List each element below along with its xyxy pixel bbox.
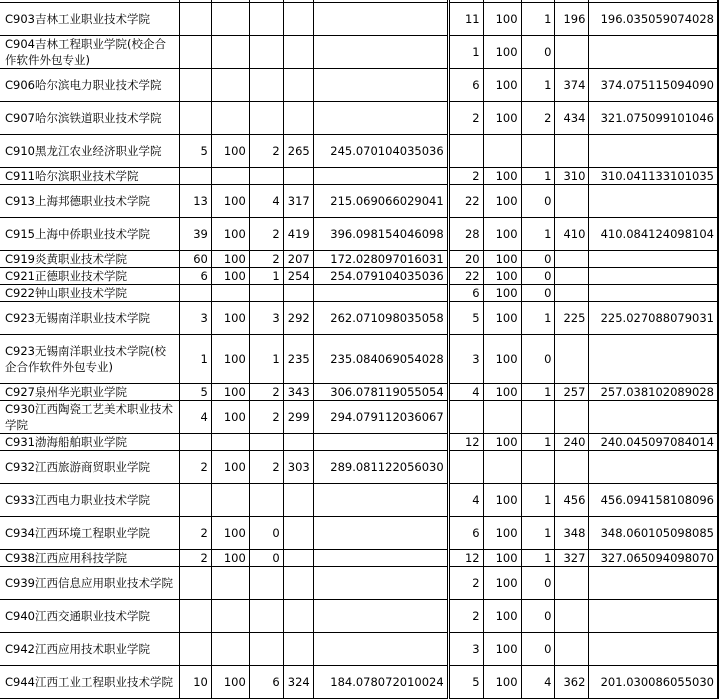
plan2-count-cell: 2 xyxy=(448,567,483,600)
table-row xyxy=(0,666,718,699)
min-score-cell: 289.081122056030 xyxy=(313,451,448,484)
plan-count-cell xyxy=(179,633,211,666)
min2-score-cell: 240.045097084014 xyxy=(589,434,718,451)
school-name-cell: C931渤海船舶职业学院 xyxy=(0,434,179,451)
max-score-cell xyxy=(283,600,313,633)
max2-score-cell xyxy=(555,567,589,600)
min2-score-cell xyxy=(589,335,718,384)
plan-pct-cell: 100 xyxy=(211,302,249,335)
admit2-count-cell: 1 xyxy=(521,69,555,102)
max2-score-cell: 240 xyxy=(555,434,589,451)
admit-count-cell: 2 xyxy=(249,218,283,251)
plan-pct-cell xyxy=(211,102,249,135)
plan2-pct-cell xyxy=(483,451,521,484)
min-score-cell: 254.079104035036 xyxy=(313,268,448,285)
school-name-cell: C910黑龙江农业经济职业学院 xyxy=(0,135,179,168)
admit-count-cell: 2 xyxy=(249,135,283,168)
min2-score-cell xyxy=(589,251,718,268)
max-score-cell xyxy=(283,36,313,69)
admit2-count-cell: 0 xyxy=(521,633,555,666)
plan-pct-cell: 100 xyxy=(211,268,249,285)
plan2-count-cell: 3 xyxy=(448,335,483,384)
school-name-cell: C922钟山职业技术学院 xyxy=(0,285,179,302)
plan2-pct-cell: 100 xyxy=(483,185,521,218)
max-score-cell xyxy=(283,567,313,600)
max2-score-cell xyxy=(555,251,589,268)
admit2-count-cell: 0 xyxy=(521,251,555,268)
plan2-pct-cell: 100 xyxy=(483,600,521,633)
min2-score-cell xyxy=(589,401,718,434)
plan-pct-cell xyxy=(211,633,249,666)
max-score-cell xyxy=(283,285,313,302)
plan2-count-cell xyxy=(448,135,483,168)
plan-count-cell: 6 xyxy=(179,268,211,285)
school-name-cell: C932江西旅游商贸职业学院 xyxy=(0,451,179,484)
max-score-cell: 235 xyxy=(283,335,313,384)
table-row xyxy=(0,401,718,434)
plan-count-cell: 2 xyxy=(179,550,211,567)
min2-score-cell: 321.075099101046 xyxy=(589,102,718,135)
max2-score-cell: 410 xyxy=(555,218,589,251)
admit2-count-cell: 1 xyxy=(521,218,555,251)
admit-count-cell: 0 xyxy=(249,550,283,567)
table-row xyxy=(0,36,718,69)
plan2-count-cell xyxy=(448,451,483,484)
school-name-cell: C921正德职业技术学院 xyxy=(0,268,179,285)
plan2-count-cell: 2 xyxy=(448,168,483,185)
max-score-cell: 254 xyxy=(283,268,313,285)
plan2-count-cell: 5 xyxy=(448,302,483,335)
school-name-cell: C942江西应用技术职业学院 xyxy=(0,633,179,666)
plan2-count-cell: 20 xyxy=(448,251,483,268)
max-score-cell xyxy=(283,168,313,185)
admit2-count-cell: 1 xyxy=(521,168,555,185)
plan-pct-cell: 100 xyxy=(211,185,249,218)
max-score-cell: 292 xyxy=(283,302,313,335)
school-name-cell: C915上海中侨职业技术学院 xyxy=(0,218,179,251)
min-score-cell: 396.098154046098 xyxy=(313,218,448,251)
school-name-cell: C923无锡南洋职业技术学院(校企合作软件外包专业) xyxy=(0,335,179,384)
plan-pct-cell: 100 xyxy=(211,451,249,484)
plan-count-cell: 13 xyxy=(179,185,211,218)
admit2-count-cell: 1 xyxy=(521,517,555,550)
min2-score-cell: 225.027088079031 xyxy=(589,302,718,335)
admit-count-cell: 6 xyxy=(249,666,283,699)
max-score-cell xyxy=(283,517,313,550)
min-score-cell xyxy=(313,484,448,517)
min-score-cell: 245.070104035036 xyxy=(313,135,448,168)
min-score-cell xyxy=(313,517,448,550)
min-score-cell: 262.071098035058 xyxy=(313,302,448,335)
plan-count-cell xyxy=(179,168,211,185)
school-name-cell: C938江西应用科技学院 xyxy=(0,550,179,567)
admit2-count-cell: 0 xyxy=(521,185,555,218)
plan-pct-cell: 100 xyxy=(211,666,249,699)
plan-pct-cell: 100 xyxy=(211,218,249,251)
plan2-pct-cell: 100 xyxy=(483,666,521,699)
min-score-cell: 235.084069054028 xyxy=(313,335,448,384)
max2-score-cell xyxy=(555,401,589,434)
min2-score-cell xyxy=(589,600,718,633)
min-score-cell xyxy=(313,102,448,135)
plan-pct-cell xyxy=(211,434,249,451)
min-score-cell: 184.078072010024 xyxy=(313,666,448,699)
max2-score-cell: 327 xyxy=(555,550,589,567)
plan2-count-cell: 6 xyxy=(448,69,483,102)
table-row xyxy=(0,600,718,633)
table-row xyxy=(0,434,718,451)
plan-pct-cell: 100 xyxy=(211,401,249,434)
table-row xyxy=(0,168,718,185)
table-row xyxy=(0,3,718,36)
admit-count-cell: 1 xyxy=(249,335,283,384)
plan-count-cell xyxy=(179,567,211,600)
max2-score-cell: 434 xyxy=(555,102,589,135)
max2-score-cell xyxy=(555,185,589,218)
table-row xyxy=(0,251,718,268)
max-score-cell: 317 xyxy=(283,185,313,218)
plan2-count-cell: 4 xyxy=(448,384,483,401)
plan2-pct-cell: 100 xyxy=(483,69,521,102)
max2-score-cell: 456 xyxy=(555,484,589,517)
max-score-cell xyxy=(283,633,313,666)
admit2-count-cell xyxy=(521,451,555,484)
max2-score-cell: 257 xyxy=(555,384,589,401)
admit-count-cell xyxy=(249,600,283,633)
plan-count-cell xyxy=(179,36,211,69)
plan2-pct-cell: 100 xyxy=(483,567,521,600)
table-row xyxy=(0,567,718,600)
plan2-count-cell: 5 xyxy=(448,666,483,699)
min2-score-cell xyxy=(589,451,718,484)
plan2-count-cell: 22 xyxy=(448,268,483,285)
plan2-pct-cell: 100 xyxy=(483,36,521,69)
plan2-pct-cell: 100 xyxy=(483,268,521,285)
admit-count-cell: 1 xyxy=(249,268,283,285)
admit-count-cell xyxy=(249,36,283,69)
table-row xyxy=(0,185,718,218)
school-name-cell: C919炎黄职业技术学院 xyxy=(0,251,179,268)
plan2-count-cell: 6 xyxy=(448,285,483,302)
max-score-cell xyxy=(283,434,313,451)
school-name-cell: C934江西环境工程职业学院 xyxy=(0,517,179,550)
max-score-cell: 343 xyxy=(283,384,313,401)
min2-score-cell: 310.041133101035 xyxy=(589,168,718,185)
max2-score-cell xyxy=(555,268,589,285)
max-score-cell: 303 xyxy=(283,451,313,484)
min-score-cell xyxy=(313,434,448,451)
plan-pct-cell: 100 xyxy=(211,251,249,268)
admit2-count-cell: 0 xyxy=(521,567,555,600)
admit-count-cell xyxy=(249,285,283,302)
max2-score-cell xyxy=(555,285,589,302)
admit-count-cell xyxy=(249,484,283,517)
max2-score-cell xyxy=(555,335,589,384)
plan-pct-cell xyxy=(211,600,249,633)
min-score-cell: 306.078119055054 xyxy=(313,384,448,401)
school-name-cell: C927泉州华光职业学院 xyxy=(0,384,179,401)
min2-score-cell xyxy=(589,36,718,69)
min2-score-cell: 196.035059074028 xyxy=(589,3,718,36)
school-name-cell: C930江西陶瓷工艺美术职业技术学院 xyxy=(0,401,179,434)
admit2-count-cell: 1 xyxy=(521,550,555,567)
admit-count-cell xyxy=(249,434,283,451)
min2-score-cell: 257.038102089028 xyxy=(589,384,718,401)
plan-count-cell xyxy=(179,484,211,517)
admit-count-cell: 0 xyxy=(249,517,283,550)
admit2-count-cell: 0 xyxy=(521,335,555,384)
plan2-count-cell: 22 xyxy=(448,185,483,218)
plan-count-cell xyxy=(179,285,211,302)
plan-count-cell xyxy=(179,102,211,135)
plan-count-cell: 60 xyxy=(179,251,211,268)
max-score-cell xyxy=(283,69,313,102)
plan-pct-cell xyxy=(211,168,249,185)
table-row xyxy=(0,102,718,135)
plan-pct-cell xyxy=(211,3,249,36)
max-score-cell: 207 xyxy=(283,251,313,268)
plan2-pct-cell: 100 xyxy=(483,3,521,36)
min2-score-cell: 201.030086055030 xyxy=(589,666,718,699)
plan-count-cell: 39 xyxy=(179,218,211,251)
min-score-cell xyxy=(313,69,448,102)
plan-pct-cell: 100 xyxy=(211,550,249,567)
plan-pct-cell: 100 xyxy=(211,517,249,550)
table-row xyxy=(0,335,718,384)
min2-score-cell xyxy=(589,185,718,218)
max2-score-cell xyxy=(555,633,589,666)
table-row xyxy=(0,384,718,401)
admit2-count-cell: 0 xyxy=(521,36,555,69)
plan2-pct-cell: 100 xyxy=(483,434,521,451)
min2-score-cell: 410.084124098104 xyxy=(589,218,718,251)
school-name-cell: C923无锡南洋职业技术学院 xyxy=(0,302,179,335)
max2-score-cell: 348 xyxy=(555,517,589,550)
plan-pct-cell: 100 xyxy=(211,384,249,401)
plan2-count-cell: 2 xyxy=(448,102,483,135)
plan2-count-cell: 6 xyxy=(448,517,483,550)
max-score-cell xyxy=(283,550,313,567)
min2-score-cell xyxy=(589,633,718,666)
plan-pct-cell xyxy=(211,36,249,69)
table-row xyxy=(0,268,718,285)
table-row xyxy=(0,302,718,335)
plan-count-cell xyxy=(179,69,211,102)
school-name-cell: C933江西电力职业技术学院 xyxy=(0,484,179,517)
min-score-cell xyxy=(313,633,448,666)
max2-score-cell xyxy=(555,36,589,69)
table-row xyxy=(0,550,718,567)
plan-count-cell: 5 xyxy=(179,384,211,401)
plan2-pct-cell: 100 xyxy=(483,285,521,302)
max2-score-cell: 310 xyxy=(555,168,589,185)
admit2-count-cell: 2 xyxy=(521,102,555,135)
school-name-cell: C904吉林工程职业学院(校企合作软件外包专业) xyxy=(0,36,179,69)
plan2-count-cell: 12 xyxy=(448,434,483,451)
min-score-cell: 172.028097016031 xyxy=(313,251,448,268)
admit-count-cell: 2 xyxy=(249,251,283,268)
min-score-cell: 294.079112036067 xyxy=(313,401,448,434)
max-score-cell: 324 xyxy=(283,666,313,699)
admit2-count-cell: 0 xyxy=(521,285,555,302)
plan2-count-cell: 12 xyxy=(448,550,483,567)
admit-count-cell xyxy=(249,102,283,135)
admit-count-cell: 3 xyxy=(249,302,283,335)
plan2-pct-cell: 100 xyxy=(483,302,521,335)
admit2-count-cell: 1 xyxy=(521,484,555,517)
school-name-cell: C940江西交通职业技术学院 xyxy=(0,600,179,633)
min-score-cell xyxy=(313,600,448,633)
admit2-count-cell xyxy=(521,401,555,434)
table-row xyxy=(0,484,718,517)
school-name-cell: C903吉林工业职业技术学院 xyxy=(0,3,179,36)
max2-score-cell: 196 xyxy=(555,3,589,36)
table-row xyxy=(0,285,718,302)
plan-count-cell xyxy=(179,3,211,36)
table-row xyxy=(0,69,718,102)
plan-pct-cell: 100 xyxy=(211,135,249,168)
plan2-count-cell: 1 xyxy=(448,36,483,69)
plan2-pct-cell xyxy=(483,401,521,434)
max2-score-cell: 374 xyxy=(555,69,589,102)
plan2-pct-cell xyxy=(483,135,521,168)
plan-count-cell: 10 xyxy=(179,666,211,699)
plan2-count-cell: 3 xyxy=(448,633,483,666)
min-score-cell xyxy=(313,36,448,69)
min-score-cell: 215.069066029041 xyxy=(313,185,448,218)
min2-score-cell: 374.075115094090 xyxy=(589,69,718,102)
plan2-pct-cell: 100 xyxy=(483,633,521,666)
max2-score-cell xyxy=(555,600,589,633)
plan-count-cell: 1 xyxy=(179,335,211,384)
table-row xyxy=(0,135,718,168)
plan-count-cell: 3 xyxy=(179,302,211,335)
max-score-cell xyxy=(283,102,313,135)
plan2-count-cell: 4 xyxy=(448,484,483,517)
plan-count-cell: 5 xyxy=(179,135,211,168)
plan-pct-cell xyxy=(211,285,249,302)
admit2-count-cell: 1 xyxy=(521,434,555,451)
admit2-count-cell: 0 xyxy=(521,600,555,633)
max-score-cell: 419 xyxy=(283,218,313,251)
plan-count-cell xyxy=(179,434,211,451)
plan2-pct-cell: 100 xyxy=(483,517,521,550)
admit-count-cell: 2 xyxy=(249,401,283,434)
min-score-cell xyxy=(313,567,448,600)
admit-count-cell xyxy=(249,69,283,102)
admit2-count-cell: 1 xyxy=(521,384,555,401)
min2-score-cell xyxy=(589,268,718,285)
plan-count-cell: 4 xyxy=(179,401,211,434)
admit-count-cell xyxy=(249,567,283,600)
plan-pct-cell xyxy=(211,567,249,600)
min2-score-cell: 348.060105098085 xyxy=(589,517,718,550)
min-score-cell xyxy=(313,168,448,185)
min2-score-cell xyxy=(589,285,718,302)
school-name-cell: C907哈尔滨铁道职业技术学院 xyxy=(0,102,179,135)
plan2-count-cell: 11 xyxy=(448,3,483,36)
admit2-count-cell xyxy=(521,135,555,168)
table-row xyxy=(0,218,718,251)
school-name-cell: C913上海邦德职业技术学院 xyxy=(0,185,179,218)
plan-pct-cell xyxy=(211,69,249,102)
admit-count-cell: 2 xyxy=(249,451,283,484)
school-name-cell: C939江西信息应用职业技术学院 xyxy=(0,567,179,600)
max-score-cell: 299 xyxy=(283,401,313,434)
max-score-cell xyxy=(283,484,313,517)
min2-score-cell: 456.094158108096 xyxy=(589,484,718,517)
plan-pct-cell xyxy=(211,484,249,517)
admit2-count-cell: 1 xyxy=(521,302,555,335)
min-score-cell xyxy=(313,3,448,36)
max2-score-cell xyxy=(555,135,589,168)
max2-score-cell: 225 xyxy=(555,302,589,335)
plan2-pct-cell: 100 xyxy=(483,550,521,567)
plan2-pct-cell: 100 xyxy=(483,484,521,517)
plan-count-cell: 2 xyxy=(179,517,211,550)
min-score-cell xyxy=(313,550,448,567)
admit2-count-cell: 0 xyxy=(521,268,555,285)
min2-score-cell xyxy=(589,567,718,600)
admit2-count-cell: 1 xyxy=(521,3,555,36)
table-row xyxy=(0,633,718,666)
admit-count-cell xyxy=(249,168,283,185)
plan2-pct-cell: 100 xyxy=(483,251,521,268)
plan2-pct-cell: 100 xyxy=(483,384,521,401)
plan2-pct-cell: 100 xyxy=(483,218,521,251)
plan2-count-cell: 28 xyxy=(448,218,483,251)
admit-count-cell xyxy=(249,633,283,666)
min-score-cell xyxy=(313,285,448,302)
admit-count-cell xyxy=(249,3,283,36)
table-row xyxy=(0,517,718,550)
plan2-pct-cell: 100 xyxy=(483,102,521,135)
max-score-cell: 265 xyxy=(283,135,313,168)
school-name-cell: C911哈尔滨职业技术学院 xyxy=(0,168,179,185)
admit2-count-cell: 4 xyxy=(521,666,555,699)
school-name-cell: C906哈尔滨电力职业技术学院 xyxy=(0,69,179,102)
plan2-count-cell xyxy=(448,401,483,434)
plan-pct-cell: 100 xyxy=(211,335,249,384)
max-score-cell xyxy=(283,3,313,36)
max2-score-cell: 362 xyxy=(555,666,589,699)
admit-count-cell: 2 xyxy=(249,384,283,401)
table-row xyxy=(0,451,718,484)
min2-score-cell xyxy=(589,135,718,168)
min2-score-cell: 327.065094098070 xyxy=(589,550,718,567)
school-name-cell: C944江西工业工程职业技术学院 xyxy=(0,666,179,699)
admit-count-cell: 4 xyxy=(249,185,283,218)
plan2-pct-cell: 100 xyxy=(483,168,521,185)
plan2-pct-cell: 100 xyxy=(483,335,521,384)
plan-count-cell: 2 xyxy=(179,451,211,484)
plan2-count-cell: 2 xyxy=(448,600,483,633)
plan-count-cell xyxy=(179,600,211,633)
max2-score-cell xyxy=(555,451,589,484)
